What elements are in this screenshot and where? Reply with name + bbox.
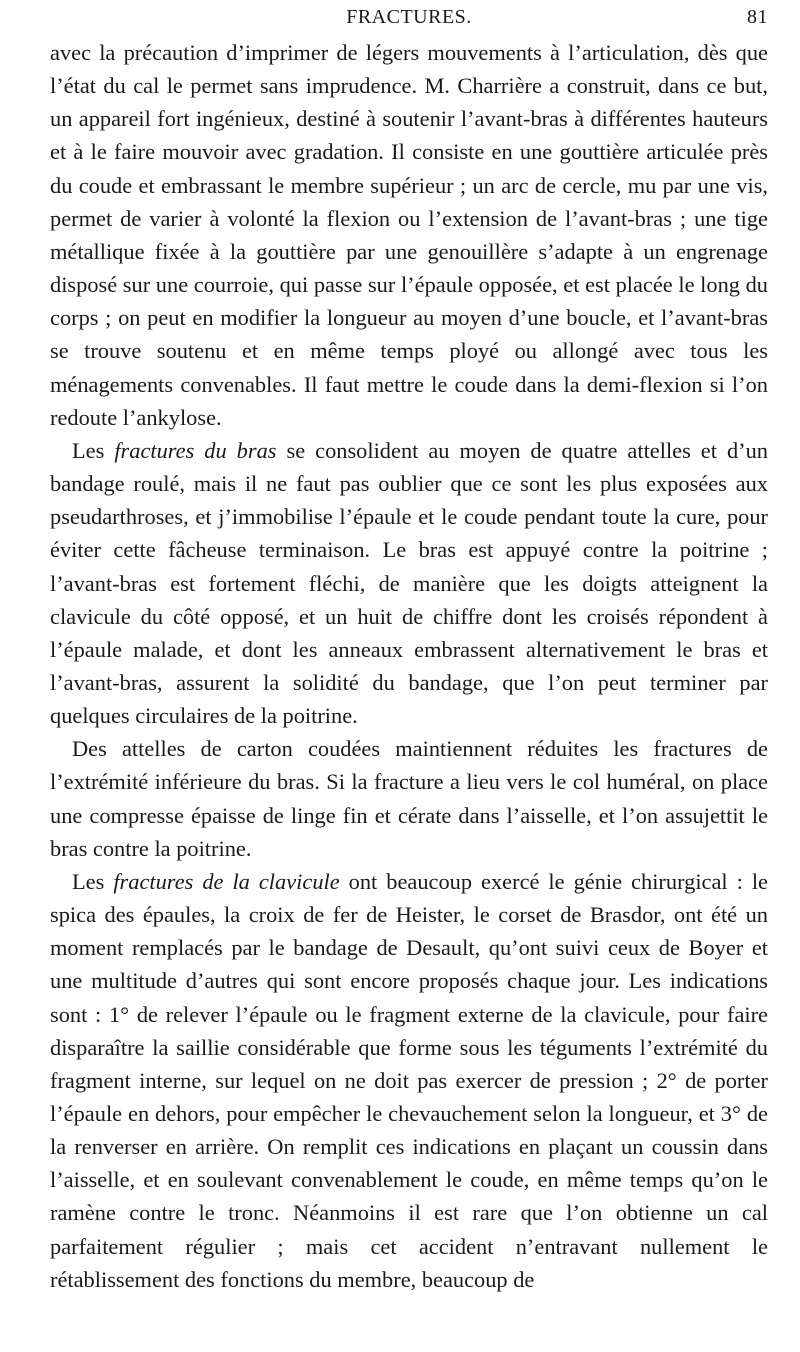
text-segment: ont beaucoup exercé le génie chirurgical : le spica des épaules, la croix de fer de Heister, le corset de Brasdor, ont été un moment remplacés par le bandage de Desault, qu’ont suivi ceux de Boyer et une multitude d’autres qui sont encore proposés chaque jour. Les indications sont : 1° de relever l’épaule ou le fragment externe de la clavicule, pour faire disparaître la saillie considérable que forme sous les téguments l’extrémité du fragment interne, sur lequel on ne doit pas exercer de pression ; 2° de porter l’épaule en dehors, pour empêcher le chevauchement selon la longueur, et 3° de la renverser en arrière. On remplit ces indications en plaçant un coussin dans l’aisselle, et en soulevant convenablement le coude, en même temps qu’on le ramène contre le tronc. Néanmoins il est rare que l’on obtienne un cal parfaitement régulier ; mais cet accident n’entravant nullement le rétablissement des fonctions du membre, beaucoup de [50,868,768,1292]
paragraph-2 [50,434,768,732]
paragraph-1 [50,36,768,434]
running-title: FRACTURES. [346,6,472,28]
text-segment: Les [72,868,114,894]
italic-term: fractures du bras [114,437,277,463]
italic-term: fractures de la clavicule [113,868,340,894]
paragraph-3 [50,732,768,865]
paragraph-4 [50,865,768,1296]
page-number: 81 [747,6,768,28]
book-page [50,6,768,1296]
text-segment: Les [72,437,115,463]
running-header [50,6,768,36]
text-segment: Des attelles de carton coudées maintiennent réduites les fractures de l’extrémité inférieure du bras. Si la fracture a lieu vers le col huméral, on place une compresse épaisse de linge fin et cérate dans l’aisselle, et l’on assujettit le bras contre la poitrine. [50,736,768,861]
text-segment: avec la précaution d’imprimer de légers mouvements à l’articulation, dès que l’état du cal le permet sans imprudence. M. Charrière a construit, dans ce but, un appareil fort ingénieux, destiné à soutenir l’avant-bras à différentes hauteurs et à le faire mouvoir avec gradation. Il consiste en une gouttière articulée près du coude et embrassant le membre supérieur ; un arc de cercle, mu par une vis, permet de varier à volonté la flexion ou l’extension de l’avant-bras ; une tige métallique fixée à la gouttière par une genouillère s’adapte à un engrenage disposé sur une courroie, qui passe sur l’épaule opposée, et est placée le long du corps ; on peut en modifier la longueur au moyen d’une boucle, et l’avant-bras se trouve soutenu et en même temps ployé ou allongé avec tous les ménagements convenables. Il faut mettre le coude dans la demi-flexion si l’on redoute l’ankylose. [50,40,768,430]
body-text [50,36,768,1296]
text-segment: se consolident au moyen de quatre attelles et d’un bandage roulé, mais il ne faut pas oublier que ce sont les plus exposées aux pseudarthroses, et j’immobilise l’épaule et le coude pendant toute la cure, pour éviter cette fâcheuse terminaison. Le bras est appuyé contre la poitrine ; l’avant-bras est fortement fléchi, de manière que les doigts atteignent la clavicule du côté opposé, et un huit de chiffre dont les croisés répondent à l’épaule malade, et dont les anneaux embrassent alternativement le bras et l’avant-bras, assurent la solidité du bandage, que l’on peut terminer par quelques circulaires de la poitrine. [50,437,768,729]
